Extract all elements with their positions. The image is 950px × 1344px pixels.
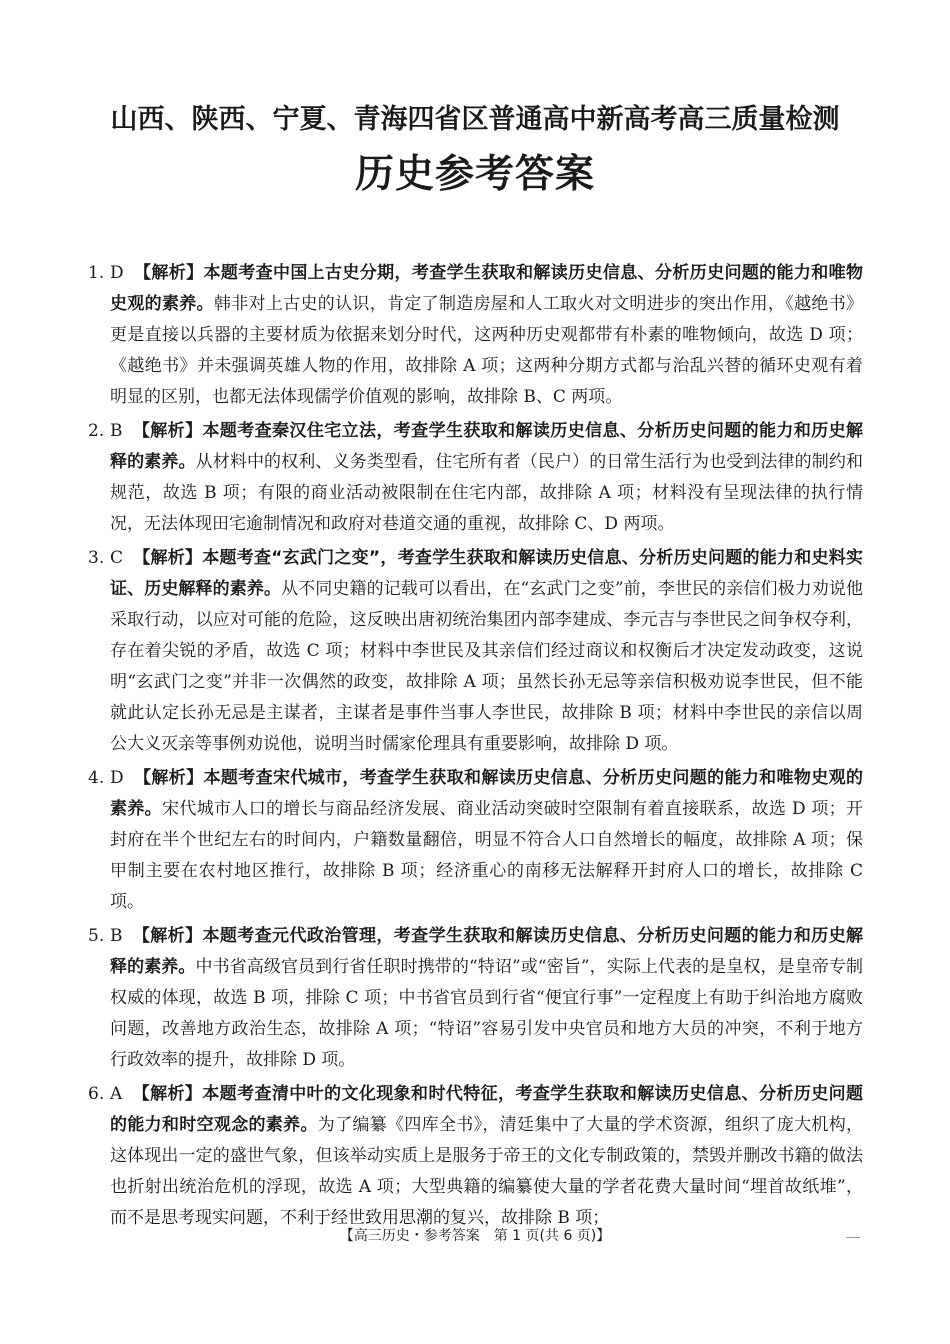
answer-item-3 bbox=[88, 543, 863, 760]
analysis-lead: 本题考查秦汉住宅立法，考查学生获取和解读历史信息、分析历史问题的能力和历史解释的素养。 bbox=[110, 421, 864, 472]
answer-item-2 bbox=[88, 416, 863, 540]
answer-item-1 bbox=[88, 258, 863, 413]
answer-letter: D bbox=[110, 263, 124, 283]
answer-item-6 bbox=[88, 1079, 863, 1234]
analysis-label: 【解析】 bbox=[132, 1084, 203, 1104]
analysis-lead: 本题考查中国上古史分期，考查学生获取和解读历史信息、分析历史问题的能力和唯物史观的素养。 bbox=[110, 263, 864, 314]
analysis-body: 宋代城市人口的增长与商品经济发展、商业活动突破时空限制有着直接联系，故选 D 项；开封府在半个世纪左右的时间内，户籍数量翻倍，明显不符合人口自然增长的幅度，故排除 A 项；保甲制主要在农村地区推行，故排除 B 项；经济重心的南移无法解释开封府人口的增长，故排除 C 项。 bbox=[110, 799, 864, 912]
analysis-body: 从不同史籍的记载可以看出，在“玄武门之变”前，李世民的亲信们极力劝说他采取行动，以应对可能的危险，这反映出唐初统治集团内部李建成、李元吉与李世民之间争权夺利，存在着尖锐的矛盾，故选 C 项；材料中李世民及其亲信们经过商议和权衡后才决定发动政变，这说明“玄武门之变”并非一次偶然的政变，故排除 A 项；虽然长孙无忌等亲信积极劝说李世民，但不能就此认定长孙无忌是主谋者，主谋者是事件当事人李世民，故排除 B 项；材料中李世民的亲信以周公大义灭亲等事例劝说他，说明当时儒家伦理具有重要影响，故排除 D 项。 bbox=[110, 579, 864, 754]
answer-letter: B bbox=[110, 421, 123, 441]
corner-mark bbox=[846, 1237, 860, 1238]
analysis-lead: 本题考查清中叶的文化现象和时代特征，考查学生获取和解读历史信息、分析历史问题的能力和时空观念的素养。 bbox=[110, 1084, 864, 1135]
analysis-lead: 本题考查宋代城市，考查学生获取和解读历史信息、分析历史问题的能力和唯物史观的素养。 bbox=[110, 768, 864, 819]
item-number: 4. bbox=[88, 768, 105, 788]
item-number: 2. bbox=[88, 421, 105, 441]
analysis-body: 为了编纂《四库全书》，清廷集中了大量的学术资源，组织了庞大机构，这体现出一定的盛世气象，但该举动实质上是服务于帝王的文化专制政策的，禁毁并删改书籍的做法也折射出统治危机的浮现，故选 A 项；大型典籍的编纂使大量的学者花费大量时间“埋首故纸堆”，而不是思考现实问题，不利于经世致用思潮的复兴，故排除 B 项； bbox=[110, 1115, 864, 1228]
analysis-body: 韩非对上古史的认识，肯定了制造房屋和人工取火对文明进步的突出作用，《越绝书》更是直接以兵器的主要材质为依据来划分时代，这两种历史观都带有朴素的唯物倾向，故选 D 项；《越绝书》并未强调英雄人物的作用，故排除 A 项；这两种分期方式都与治乱兴替的循环史观有着明显的区别，也都无法体现儒学价值观的影响，故排除 B、C 两项。 bbox=[110, 294, 864, 407]
answer-key-title: 历史参考答案 bbox=[354, 152, 595, 197]
answer-letter: A bbox=[110, 1084, 123, 1104]
page-footer: 【高三历史・参考答案 第 1 页(共 6 页)】 bbox=[339, 1228, 611, 1244]
analysis-body: 中书省高级官员到行省任职时携带的“特诏”或“密旨”，实际上代表的是皇权，是皇帝专制权威的体现，故选 B 项，排除 C 项；中书省官员到行省“便宜行事”一定程度上有助于纠治地方腐败问题，改善地方政治生态，故排除 A 项；“特诏”容易引发中央官员和地方大员的冲突，不利于地方行政效率的提升，故排除 D 项。 bbox=[110, 957, 864, 1070]
analysis-label: 【解析】 bbox=[133, 263, 204, 283]
analysis-label: 【解析】 bbox=[133, 548, 203, 568]
item-number: 1. bbox=[88, 263, 105, 283]
answer-item-5 bbox=[88, 921, 863, 1076]
analysis-label: 【解析】 bbox=[132, 421, 203, 441]
item-number: 5. bbox=[88, 926, 105, 946]
analysis-label: 【解析】 bbox=[132, 926, 203, 946]
analysis-lead: 本题考查“玄武门之变”，考查学生获取和解读历史信息、分析历史问题的能力和史料实证、历史解释的素养。 bbox=[110, 548, 863, 599]
answer-letter: D bbox=[110, 768, 124, 788]
answer-item-4 bbox=[88, 763, 863, 918]
answer-list bbox=[88, 258, 863, 1237]
answer-letter: C bbox=[110, 548, 124, 568]
document-header bbox=[0, 100, 950, 202]
exam-title: 山西、陕西、宁夏、青海四省区普通高中新高考高三质量检测 bbox=[110, 104, 840, 135]
answer-letter: B bbox=[110, 926, 123, 946]
analysis-body: 从材料中的权利、义务类型看，住宅所有者（民户）的日常生活行为也受到法律的制约和规范，故选 B 项；有限的商业活动被限制在住宅内部，故排除 A 项；材料没有呈现法律的执行情况，无法体现田宅逾制情况和政府对巷道交通的重视，故排除 C、D 两项。 bbox=[110, 452, 864, 534]
analysis-label: 【解析】 bbox=[133, 768, 204, 788]
analysis-lead: 本题考查元代政治管理，考查学生获取和解读历史信息、分析历史问题的能力和历史解释的素养。 bbox=[110, 926, 864, 977]
item-number: 6. bbox=[88, 1084, 105, 1104]
item-number: 3. bbox=[88, 548, 105, 568]
